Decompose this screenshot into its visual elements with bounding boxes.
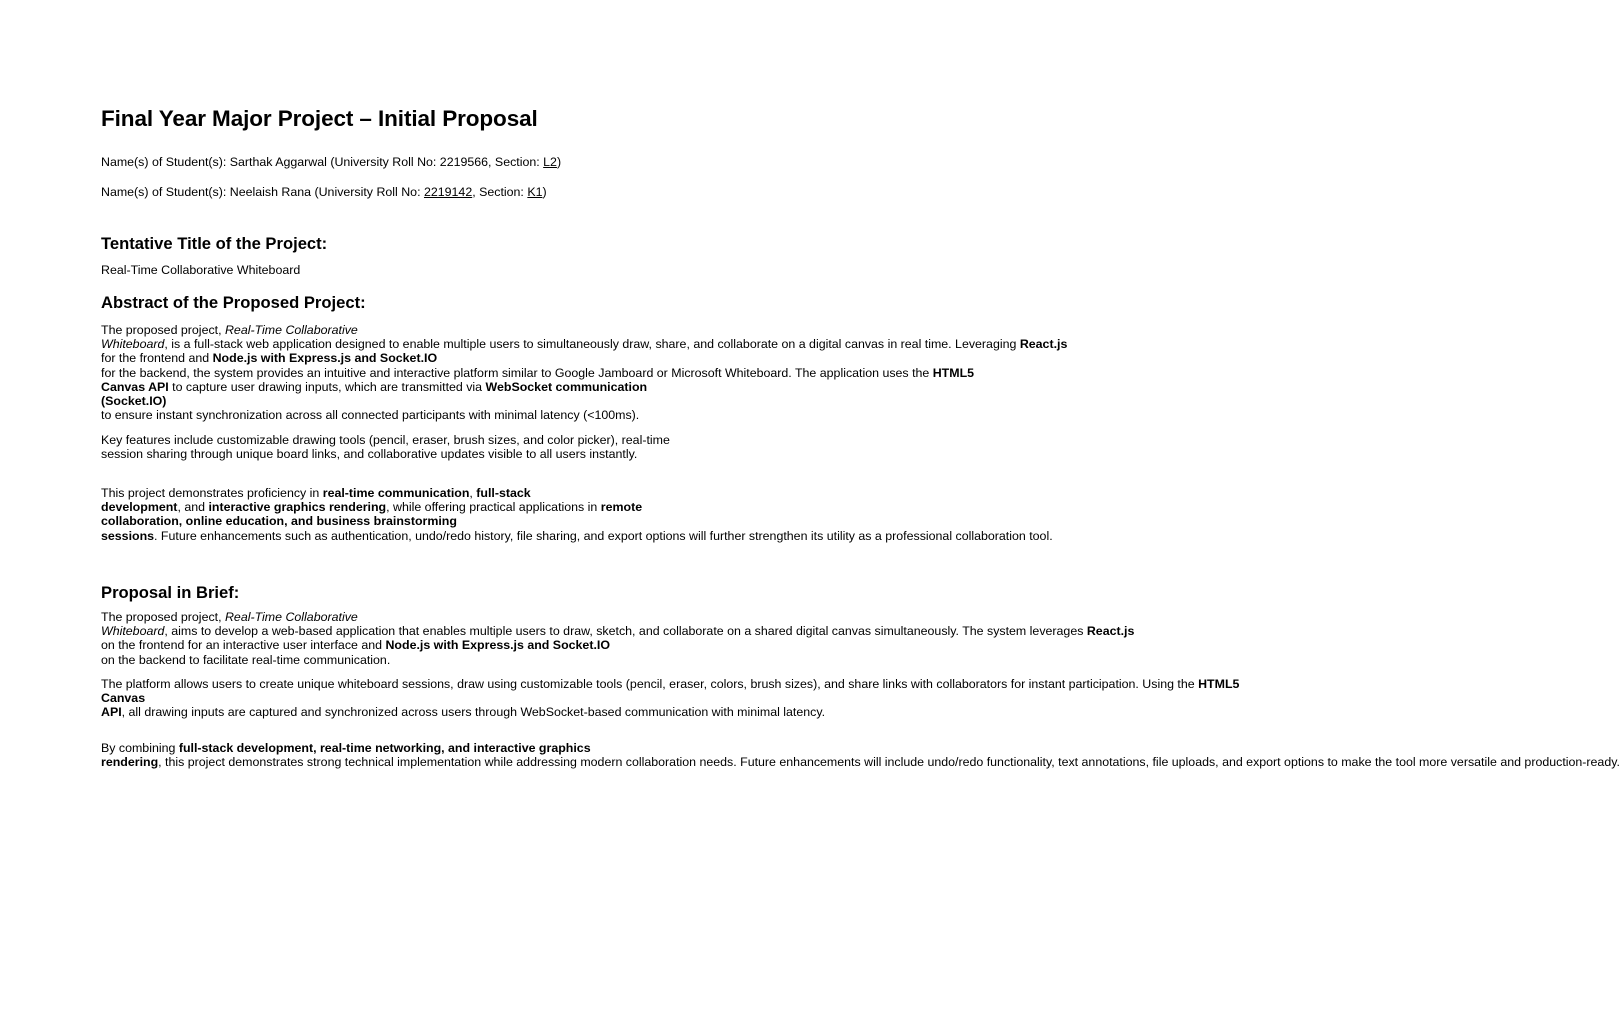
section-code: K1 — [527, 185, 543, 199]
text-run: for the frontend and — [101, 351, 213, 366]
text-run: , while offering practical applications in — [386, 500, 601, 515]
term: real-time communication — [322, 486, 470, 500]
text-run: , aims to develop a web-based application that enables multiple users to draw, sketch, and collaborate on a shared digital canvas simultaneously. The system leverages — [164, 624, 1087, 639]
text-run: . Future enhancements such as authentication, undo/redo history, file sharing, and export options will further strengthen its utility as a professional collaboration tool. — [154, 528, 1053, 543]
document-title: Final Year Major Project – Initial Proposal — [101, 106, 538, 131]
text-run: on the frontend for an interactive user interface and — [101, 638, 386, 653]
text-run: to capture user drawing inputs, which are transmitted via — [168, 379, 486, 394]
text-run: for the backend, the system provides an intuitive and interactive platform similar to Google Jamboard or Microsoft Whiteboard. The application uses the — [101, 365, 933, 380]
roll-number: 2219566 — [439, 155, 489, 169]
roll-number: 2219142 — [423, 185, 473, 199]
tentative-title-heading: Tentative Title of the Project: — [101, 234, 328, 253]
text-run: This project demonstrates proficiency in — [101, 486, 323, 500]
brief-heading: Proposal in Brief: — [101, 583, 240, 602]
student-detail: Neelaish Rana (University Roll No: — [229, 185, 424, 199]
term: interactive graphics rendering — [208, 500, 387, 515]
term: Node.js with Express.js and Socket.IO — [212, 351, 438, 366]
text-run: to ensure instant synchronization across all connected participants with minimal latency (<100ms). — [101, 408, 640, 423]
abstract-paragraph-2: Key features include customizable drawing tools (pencil, eraser, brush sizes, and color picker), real-time session sharing through unique board links, and collaborative updates visible to all users instantly. — [101, 433, 670, 462]
term: React.js — [1086, 624, 1135, 639]
term: React.js — [1019, 337, 1068, 352]
text-run: The proposed project, — [101, 323, 225, 337]
abstract-paragraph-1 — [101, 323, 1068, 423]
term: full-stack development — [101, 486, 531, 515]
text-run: , this project demonstrates strong technical implementation while addressing modern collaboration needs. Future enhancements will include undo/redo functionality, text annotations, file uploads, and export options to make the tool more versatile and production-ready. — [158, 755, 1620, 770]
brief-paragraph-3 — [101, 741, 1620, 770]
term: full-stack development, real-time networking, and interactive graphics rendering — [101, 741, 591, 770]
text-run: The platform allows users to create unique whiteboard sessions, draw using customizable tools (pencil, eraser, colors, brush sizes), and share links with collaborators for instant participation. Using the — [101, 677, 1199, 691]
text-run: , all drawing inputs are captured and synchronized across users through WebSocket-based communication with minimal latency. — [121, 705, 826, 720]
close-paren: ) — [556, 155, 562, 169]
section-code: L2 — [543, 155, 557, 169]
section-text: , Section: — [472, 185, 528, 199]
brief-paragraph-2 — [101, 677, 1240, 720]
text-run: By combining — [101, 741, 179, 755]
student-label: Name(s) of Student(s): — [101, 155, 230, 169]
text-run: on the backend to facilitate real-time communication. — [101, 652, 391, 667]
abstract-paragraph-3 — [101, 486, 1053, 543]
close-paren: ) — [542, 185, 547, 199]
tentative-title-value: Real-Time Collaborative Whiteboard — [101, 263, 301, 277]
project-name: Real-Time Collaborative Whiteboard — [101, 610, 358, 639]
term: remote collaboration, online education, and business brainstorming sessions — [101, 500, 643, 543]
term: HTML5 Canvas API — [101, 365, 975, 394]
student-line-2 — [101, 185, 547, 199]
term: HTML5 Canvas API — [101, 677, 1240, 720]
brief-paragraph-1 — [101, 610, 1135, 667]
student-line-1 — [101, 155, 561, 169]
section-text: , Section: — [488, 155, 544, 169]
term: Node.js with Express.js and Socket.IO — [385, 638, 610, 653]
text-run: , and — [177, 500, 209, 515]
term: WebSocket communication (Socket.IO) — [101, 379, 648, 409]
student-detail: Sarthak Aggarwal (University Roll No: — [229, 155, 440, 169]
project-name: Real-Time Collaborative Whiteboard — [101, 323, 358, 352]
text-run: The proposed project, — [101, 610, 225, 624]
text-run: , is a full-stack web application designed to enable multiple users to simultaneously draw, share, and collaborate on a digital canvas in real time. Leveraging — [164, 337, 1020, 352]
text-run: , — [469, 486, 477, 500]
student-label: Name(s) of Student(s): — [101, 185, 230, 199]
abstract-heading: Abstract of the Proposed Project: — [101, 293, 366, 312]
